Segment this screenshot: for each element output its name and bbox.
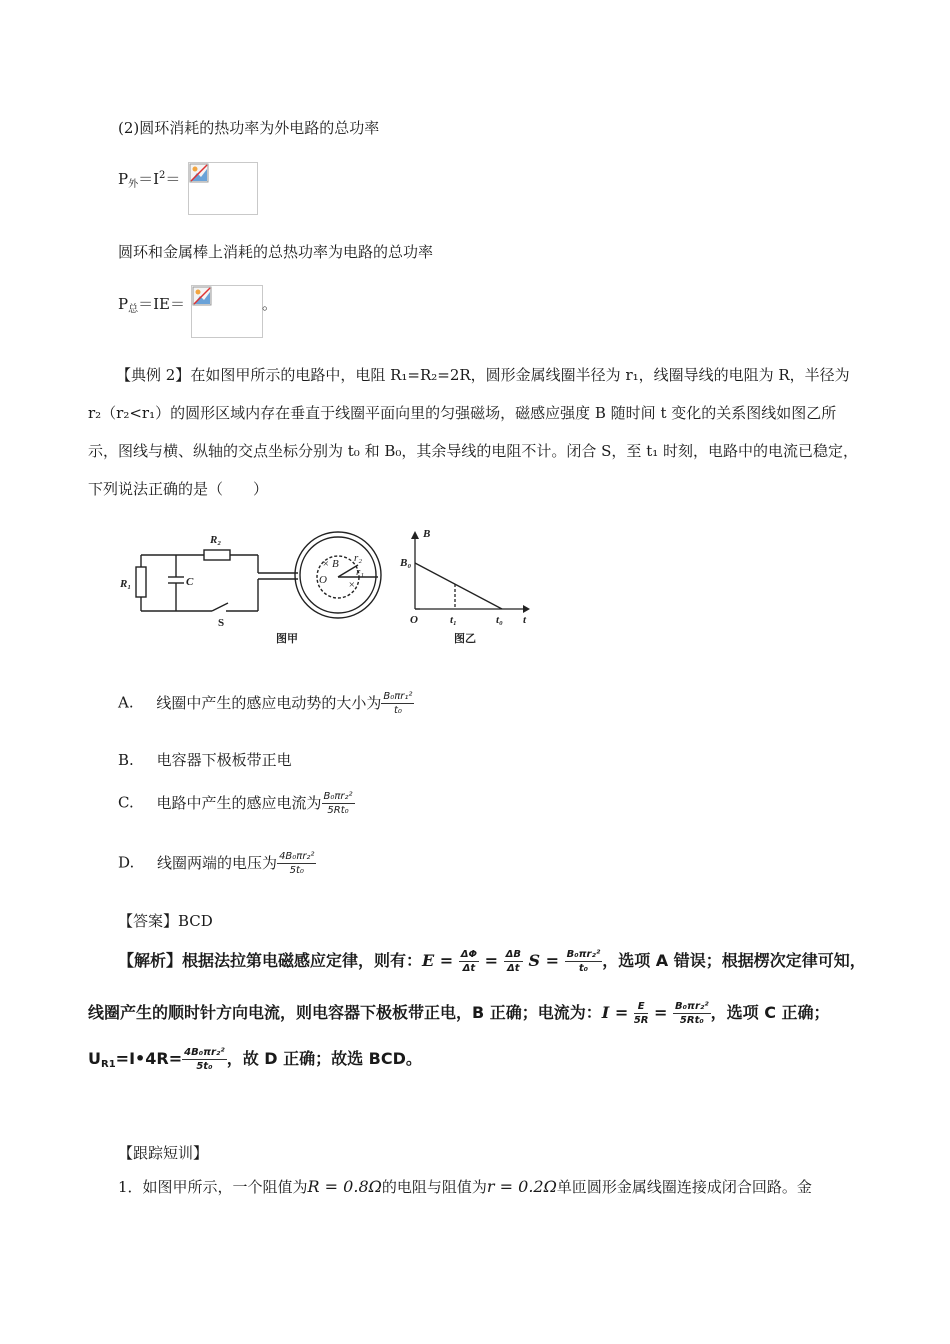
switch: [212, 603, 228, 611]
option-d-text: 线圈两端的电压为: [157, 853, 278, 872]
analysis-line-2: [88, 1000, 830, 1027]
broken-image-icon: [192, 286, 212, 306]
p-out-sup: 2: [159, 170, 166, 181]
analysis-text: ，选项 A 错误；根据楞次定律可知，: [602, 951, 866, 970]
broken-image-placeholder: [191, 285, 263, 338]
label-r1-radius: r₁: [356, 566, 365, 578]
frac-den: t₀: [578, 963, 589, 974]
question-text: 单匝圆形金属线圈连接成闭合回路。金: [556, 1178, 812, 1196]
label-o: O: [319, 574, 327, 586]
frac-den: Δt: [507, 963, 520, 974]
analysis-line-1: [118, 948, 866, 975]
frac-num: E: [634, 1000, 649, 1014]
caption-graph: 图乙: [454, 633, 476, 645]
frac-num: B₀πr₂²: [566, 949, 601, 960]
example-paragraph: [88, 356, 864, 508]
option-d[interactable]: [118, 850, 316, 877]
eq-equals: =: [648, 1003, 674, 1022]
question-1: [118, 1176, 812, 1197]
frac-num: B₀πr₂²: [675, 1001, 709, 1012]
label-c: C: [186, 576, 194, 588]
question-math-r-big: R = 0.8Ω: [307, 1177, 382, 1196]
axis-label-b: B: [423, 528, 431, 540]
analysis-tag: 【解析】: [118, 951, 183, 970]
formula-p-out: [118, 168, 180, 190]
analysis-text: ，选项 C 正确；: [710, 1003, 830, 1022]
option-d-label: D.: [118, 853, 135, 872]
analysis-text: ，故 D 正确；故选 BCD。: [226, 1049, 422, 1068]
option-d-numerator: 4B₀πr₂²: [279, 851, 315, 862]
option-b-text: 电容器下极板带正电: [156, 751, 292, 769]
frac-den: 5t₀: [196, 1061, 213, 1072]
label-b: B: [332, 558, 339, 570]
analysis-text: 根据法拉第电磁感应定律，则有：: [182, 951, 423, 970]
question-math-r-small: r = 0.2Ω: [486, 1177, 557, 1196]
section-heading: (2)圆环消耗的热功率为外电路的总功率: [118, 119, 380, 137]
option-b-label: B.: [118, 751, 134, 769]
label-field-x: ×: [322, 558, 330, 570]
label-r2-radius: r₂: [354, 552, 363, 564]
example-text: 在如图甲所示的电路中，电阻 R₁=R₂=2R，圆形金属线圈半径为 r₁，线圈导线的电阻为 R，半径为 r₂（r₂<r₁）的圆形区域内存在垂直于线圈平面向里的匀强磁场，磁感应强度 B 随时间 t 变化的关系图线如图乙所示，图线与横、纵轴的交点坐标分别为 t₀ 和 B₀，其余导线的电阻不计。闭合 S，至 t₁ 时刻，电路中的电流已稳定，下列说法正确的是（ ）: [88, 366, 859, 498]
p-total-subscript: 总: [128, 304, 139, 315]
eq-i: I =: [601, 1003, 634, 1022]
bt-graph: [411, 531, 530, 613]
axis-label-t: t: [523, 614, 527, 626]
frac-den: 5Rt₀: [679, 1015, 704, 1026]
eq-e: E =: [422, 951, 459, 970]
p-out-subscript: 外: [128, 179, 139, 190]
formula-p-total: [118, 293, 185, 315]
frac-den: 5R: [633, 1015, 649, 1026]
b-line: [415, 563, 502, 609]
label-r2: R₂: [210, 534, 222, 546]
frac-num: 4B₀πr₂²: [184, 1047, 225, 1058]
caption-circuit: 图甲: [276, 633, 298, 645]
option-c-numerator: B₀πr₂²: [323, 791, 353, 802]
tick-t1: t₁: [450, 614, 457, 626]
p-out-symbol: P: [118, 170, 129, 188]
frac-num: ΔΦ: [460, 949, 478, 960]
option-c-label: C.: [118, 793, 134, 812]
option-a-label: A.: [118, 693, 134, 712]
label-r1: R₁: [120, 578, 132, 590]
label-s: S: [218, 617, 225, 629]
resistor-r2: [204, 550, 230, 560]
circuit-diagram: [136, 532, 381, 618]
p-out-eq: ＝I: [138, 170, 160, 188]
p-out-eq2: ＝: [165, 170, 181, 188]
analysis-text: U: [88, 1049, 101, 1068]
tick-b0: B₀: [400, 557, 412, 569]
option-a[interactable]: [118, 690, 414, 717]
answer: 【答案】BCD: [118, 912, 213, 930]
eq-s: S =: [522, 951, 565, 970]
option-b[interactable]: [118, 749, 292, 770]
analysis-text: =I•4R=: [115, 1049, 183, 1068]
question-text: 1．如图甲所示，一个阻值为: [118, 1178, 308, 1196]
analysis-line-3: [88, 1046, 422, 1073]
option-a-text: 线圈中产生的感应电动势的大小为: [156, 693, 382, 712]
option-c-denominator: 5Rt₀: [327, 805, 349, 816]
example-tag: 【典例 2】: [116, 366, 191, 384]
period: 。: [262, 295, 278, 313]
question-text: 的电阻与阻值为: [381, 1178, 487, 1196]
coil-outer: [295, 532, 381, 618]
option-a-numerator: B₀πr₁²: [383, 691, 413, 702]
broken-image-icon: [189, 163, 209, 183]
broken-image-placeholder: [188, 162, 258, 215]
option-d-denominator: 5t₀: [289, 865, 304, 876]
frac-num: ΔB: [505, 949, 521, 960]
label-field-x: ×: [348, 579, 356, 591]
eq-equals: =: [479, 951, 504, 970]
resistor-r1: [136, 567, 146, 597]
option-c[interactable]: [118, 790, 355, 817]
option-c-text: 电路中产生的感应电流为: [156, 793, 322, 812]
p-total-eq: ＝IE＝: [138, 295, 185, 313]
origin-label: O: [410, 614, 418, 626]
option-a-denominator: t₀: [393, 705, 402, 716]
frac-den: Δt: [462, 963, 476, 974]
coil-inner: [300, 537, 376, 613]
tick-t0: t₀: [496, 614, 503, 626]
section-heading-total: 圆环和金属棒上消耗的总热功率为电路的总功率: [118, 243, 434, 261]
training-heading: 【跟踪短训】: [118, 1144, 209, 1162]
p-total-symbol: P: [118, 295, 129, 313]
analysis-text: 线圈产生的顺时针方向电流，则电容器下极板带正电，B 正确；电流为：: [88, 1003, 602, 1022]
analysis-subscript: R1: [101, 1059, 116, 1070]
figure: [110, 525, 540, 650]
